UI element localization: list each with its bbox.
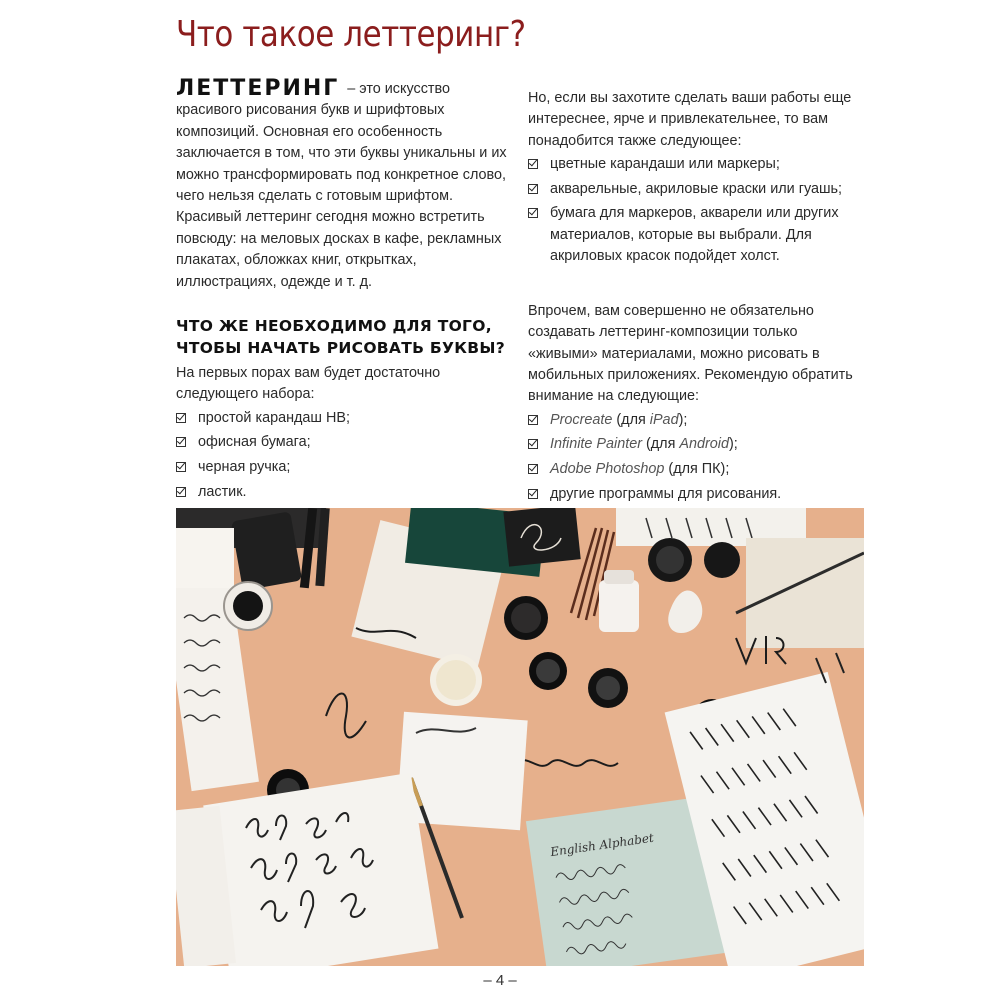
app-platform: iPad xyxy=(649,411,679,428)
list-item-text: бумага для маркеров, акварели или других материалов, которые вы выбрали. Для акриловых красок подойдет холст. xyxy=(550,205,839,265)
list-item-text: офисная бумага; xyxy=(198,434,311,451)
page-title: Что такое леттеринг? xyxy=(176,14,526,55)
checkbox-icon xyxy=(528,208,538,218)
checkbox-icon xyxy=(528,159,538,169)
apps-list xyxy=(528,410,868,505)
app-note: (для xyxy=(612,411,650,428)
intro-paragraph xyxy=(176,78,516,293)
app-name: Adobe Photoshop xyxy=(550,461,665,478)
checkbox-icon xyxy=(176,487,186,497)
list-item xyxy=(528,203,868,267)
app-platform: Android xyxy=(679,436,729,453)
lead-word: ЛЕТТЕРИНГ xyxy=(176,76,340,101)
list-item xyxy=(176,457,516,478)
checkbox-icon xyxy=(176,462,186,472)
list-item xyxy=(176,432,516,453)
checkbox-icon xyxy=(528,464,538,474)
app-name: Procreate xyxy=(550,411,613,428)
checkbox-icon xyxy=(176,413,186,423)
apps-paragraph: Впрочем, вам совершенно не обязательно создавать леттеринг-композиции только «живыми» материалами, можно рисовать в мобильных приложениях. Рекомендую обратить внимание на следующие: xyxy=(528,302,853,405)
app-note: (для xyxy=(642,436,680,453)
photo-illustration xyxy=(176,508,864,966)
list-item-text: ластик. xyxy=(198,483,247,500)
list-item xyxy=(176,482,516,503)
list-item-text: черная ручка; xyxy=(198,459,291,476)
list-item-text: простой карандаш HB; xyxy=(198,409,350,426)
right-column xyxy=(528,88,868,508)
card-text: English Alphabet xyxy=(549,830,655,860)
list-item-text: цветные карандаши или маркеры; xyxy=(550,156,780,173)
app-note-end: ); xyxy=(678,411,688,428)
page-number: – 4 – xyxy=(483,972,517,989)
list-item xyxy=(528,484,868,505)
list-item xyxy=(176,408,516,429)
app-note-end: ); xyxy=(728,436,738,453)
list-item-text: другие программы для рисования. xyxy=(550,485,782,502)
lettering-supplies-photo xyxy=(176,508,864,966)
list-item xyxy=(528,459,868,480)
subheading-line-1: ЧТО ЖЕ НЕОБХОДИМО ДЛЯ ТОГО, xyxy=(176,317,492,336)
checkbox-icon xyxy=(176,437,186,447)
checkbox-icon xyxy=(528,415,538,425)
list-intro: На первых порах вам будет достаточно следующего набора: xyxy=(176,365,441,403)
list-item xyxy=(528,410,868,431)
checkbox-icon xyxy=(528,489,538,499)
list-item xyxy=(528,179,868,200)
advanced-paragraph: Но, если вы захотите сделать ваши работы еще интереснее, ярче и привлекательнее, то вам понадобится также следующее: xyxy=(528,90,852,149)
list-item xyxy=(528,434,868,455)
subheading-line-2: ЧТОБЫ НАЧАТЬ РИСОВАТЬ БУКВЫ? xyxy=(176,339,505,358)
app-note: (для ПК); xyxy=(664,461,730,478)
basic-supplies-list xyxy=(176,408,516,503)
intro-text: – это искусство красивого рисования букв и шрифтовых композиций. Основная его особенность заключается в том, что эти буквы уникальны и их можно трансформировать под конкретное слово, чего нельзя сделать с готовым шрифтом. Красивый леттеринг сегодня можно встретить повсюду: на меловых досках в кафе, рекламных плакатах, обложках книг, открытках, иллюстрациях, одежде и т. д. xyxy=(176,81,507,290)
app-name: Infinite Painter xyxy=(550,436,642,453)
advanced-supplies-list xyxy=(528,154,868,267)
list-item-text: акварельные, акриловые краски или гуашь; xyxy=(550,180,843,197)
checkbox-icon xyxy=(528,439,538,449)
left-column xyxy=(176,78,516,506)
checkbox-icon xyxy=(528,184,538,194)
list-item xyxy=(528,154,868,175)
section-subheading xyxy=(176,315,516,359)
